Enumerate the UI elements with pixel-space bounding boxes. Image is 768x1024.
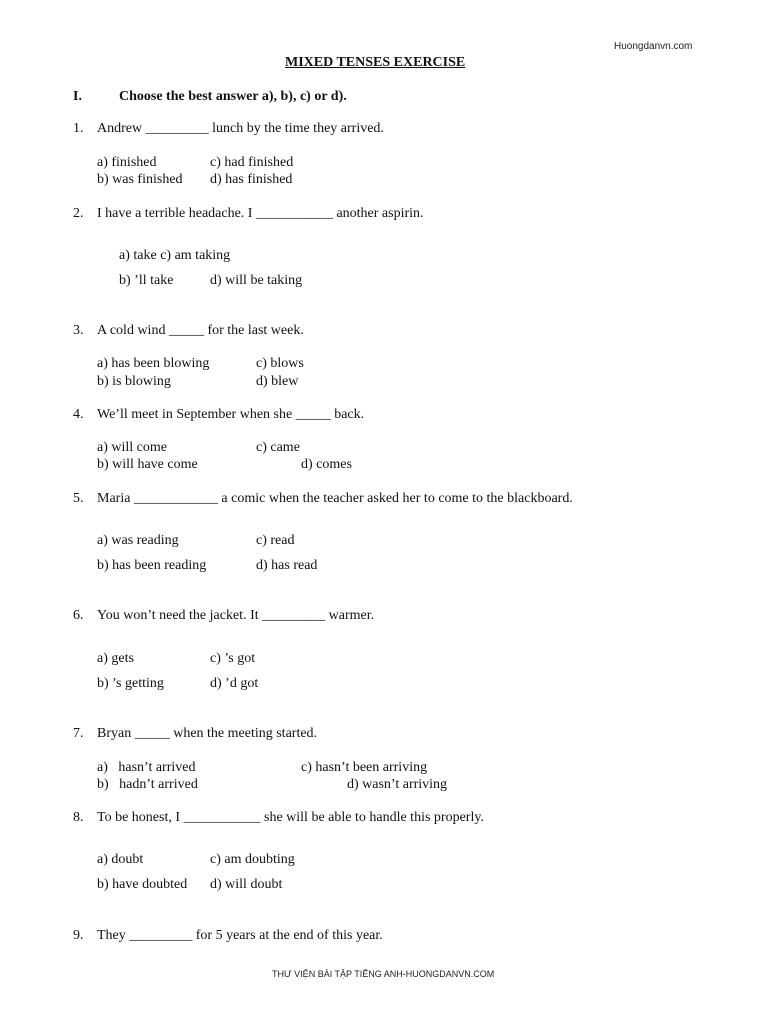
answer-option: d) comes [301,457,352,472]
answer-option: a) hasn’t arrived [97,760,196,775]
answer-option: a) doubt [97,852,144,867]
answer-option: b) was finished [97,172,183,187]
question-number: 4. [73,407,84,422]
answer-option: d) has read [256,558,318,573]
answer-option: d) has finished [210,172,293,187]
question-number: 1. [73,121,84,136]
question-text: They _________ for 5 years at the end of this year. [97,928,383,943]
answer-option: b) have doubted [97,877,188,892]
question-text: To be honest, I ___________ she will be able to handle this properly. [97,810,484,825]
question-number: 6. [73,608,84,623]
question-text: Andrew _________ lunch by the time they arrived. [97,121,384,136]
question-text: Bryan _____ when the meeting started. [97,726,318,741]
answer-option: c) ’s got [210,651,256,666]
answer-option: c) am doubting [210,852,295,867]
answer-option: b) has been reading [97,558,207,573]
question-number: 8. [73,810,84,825]
section-number: I. [73,89,82,104]
answer-option: c) blows [256,356,304,371]
answer-option: d) ’d got [210,676,259,691]
footer-text: THƯ VIỆN BÀI TẬP TIẾNG ANH-HUONGDANVN.COM [272,969,495,979]
question-text: You won’t need the jacket. It _________ warmer. [97,608,375,623]
question-text: A cold wind _____ for the last week. [97,323,304,338]
answer-option: c) read [256,533,295,548]
answer-option: b) hadn’t arrived [97,777,198,792]
question-number: 5. [73,491,84,506]
question-number: 3. [73,323,84,338]
question-text: Maria ____________ a comic when the teacher asked her to come to the blackboard. [97,491,573,506]
answer-option: a) will come [97,440,167,455]
answer-option: b) is blowing [97,374,171,389]
question-number: 2. [73,206,84,221]
answer-option: a) finished [97,155,157,170]
question-text: We’ll meet in September when she _____ back. [97,407,365,422]
answer-option: d) will doubt [210,877,283,892]
answer-option: c) came [256,440,300,455]
answer-option: d) blew [256,374,299,389]
answer-option: a) take c) am taking [119,248,231,263]
answer-option: b) will have come [97,457,198,472]
site-name: Huongdanvn.com [614,41,693,52]
question-number: 7. [73,726,84,741]
section-instruction: Choose the best answer a), b), c) or d). [119,89,347,104]
question-number: 9. [73,928,84,943]
answer-option: c) hasn’t been arriving [301,760,428,775]
answer-option: a) gets [97,651,134,666]
answer-option: b) ’s getting [97,676,164,691]
answer-option: d) wasn’t arriving [347,777,448,792]
answer-option: b) ’ll take [119,273,174,288]
answer-option: c) had finished [210,155,294,170]
answer-option: a) was reading [97,533,179,548]
answer-option: d) will be taking [210,273,303,288]
question-text: I have a terrible headache. I ___________ another aspirin. [97,206,424,221]
page-title: MIXED TENSES EXERCISE [285,55,466,70]
answer-option: a) has been blowing [97,356,210,371]
